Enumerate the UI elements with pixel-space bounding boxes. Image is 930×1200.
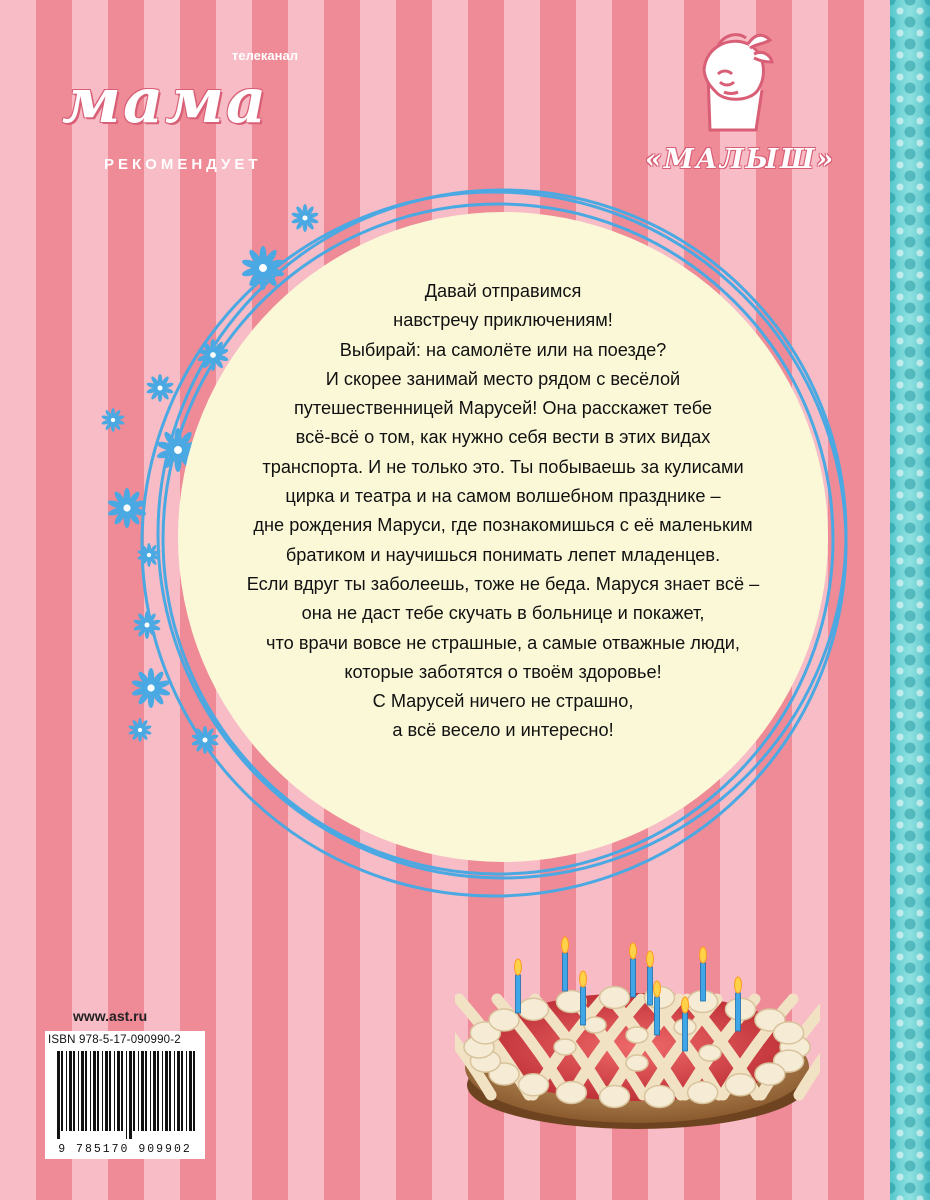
barcode-number: 9 785170 909902 [58, 1143, 192, 1156]
publisher-logo [645, 30, 835, 180]
meringue [774, 1022, 804, 1044]
blurb-line: она не даст тебе скучать в больнице и покажет, [301, 603, 705, 624]
flower-icon [291, 204, 319, 232]
isbn-text: ISBN 978-5-17-090990-2 [48, 1034, 181, 1046]
blurb-line: путешественницей Марусей! Она расскажет тебе [293, 398, 713, 419]
isbn-block [45, 1031, 205, 1159]
website-link[interactable]: www.ast.ru [73, 1008, 148, 1024]
meringue [600, 1085, 630, 1107]
meringue [519, 998, 549, 1020]
candle [735, 977, 742, 1031]
blurb-line: братиком и научишься понимать лепет младенцев. [285, 544, 721, 565]
blurb-line: дне рождения Маруси, где познакомишься с её маленьким [253, 515, 753, 536]
flower-icon [101, 408, 125, 432]
blurb-text [178, 277, 828, 777]
meringue [556, 1081, 586, 1103]
blurb-line: Если вдруг ты заболеешь, тоже не беда. Маруся знает всё – [246, 573, 760, 594]
flower-icon [128, 718, 152, 742]
meringue [725, 1074, 755, 1096]
candle [630, 943, 637, 997]
meringue [688, 1081, 718, 1103]
meringue [600, 987, 630, 1009]
blurb-line: что врачи вовсе не страшные, а самые отважные люди, [266, 632, 740, 653]
meringue [626, 1027, 648, 1043]
meringue [519, 1074, 549, 1096]
meringue [755, 1063, 785, 1085]
candle [647, 951, 654, 1005]
candle [700, 947, 707, 1001]
blurb-line: Выбирай: на самолёте или на поезде? [339, 339, 667, 360]
mama-recommends-label: РЕКОМЕНДУЕТ [104, 156, 262, 173]
blurb-line: транспорта. И не только это. Ты побываешь за кулисами [262, 456, 744, 477]
flower-icon [133, 611, 161, 639]
girl-profile-logo-icon [690, 30, 780, 138]
candle [654, 981, 661, 1035]
publisher-name: «МАЛЫШ» [645, 144, 836, 175]
candle [682, 997, 689, 1051]
meringue [644, 1085, 674, 1107]
barcode-icon [55, 1051, 200, 1139]
blurb-line: И скорее занимай место рядом с весёлой [325, 368, 681, 389]
blurb-line: которые заботятся о твоём здоровье! [344, 661, 662, 682]
candle [580, 971, 587, 1025]
mama-name: мама [62, 64, 269, 137]
flower-icon [107, 488, 147, 528]
birthday-cake-icon [455, 935, 820, 1135]
blurb-line: всё-всё о том, как нужно себя вести в этих видах [295, 427, 711, 448]
blurb-line: а всё весело и интересно! [392, 720, 614, 741]
mama-tv-logo [62, 48, 332, 188]
candle [515, 959, 522, 1013]
blurb-line: Давай отправимся [424, 281, 582, 301]
blurb-line: цирка и театра и на самом волшебном празднике – [285, 486, 721, 507]
meringue [626, 1055, 648, 1071]
meringue [489, 1009, 519, 1031]
blurb-line: навстречу приключениям! [393, 310, 613, 331]
candle [562, 937, 569, 991]
mama-channel-label: телеканал [232, 48, 298, 63]
meringue [699, 1045, 721, 1061]
meringue [554, 1039, 576, 1055]
flower-icon [131, 668, 171, 708]
blurb-line: С Марусей ничего не страшно, [372, 691, 634, 712]
flower-icon [146, 374, 174, 402]
meringue [584, 1017, 606, 1033]
